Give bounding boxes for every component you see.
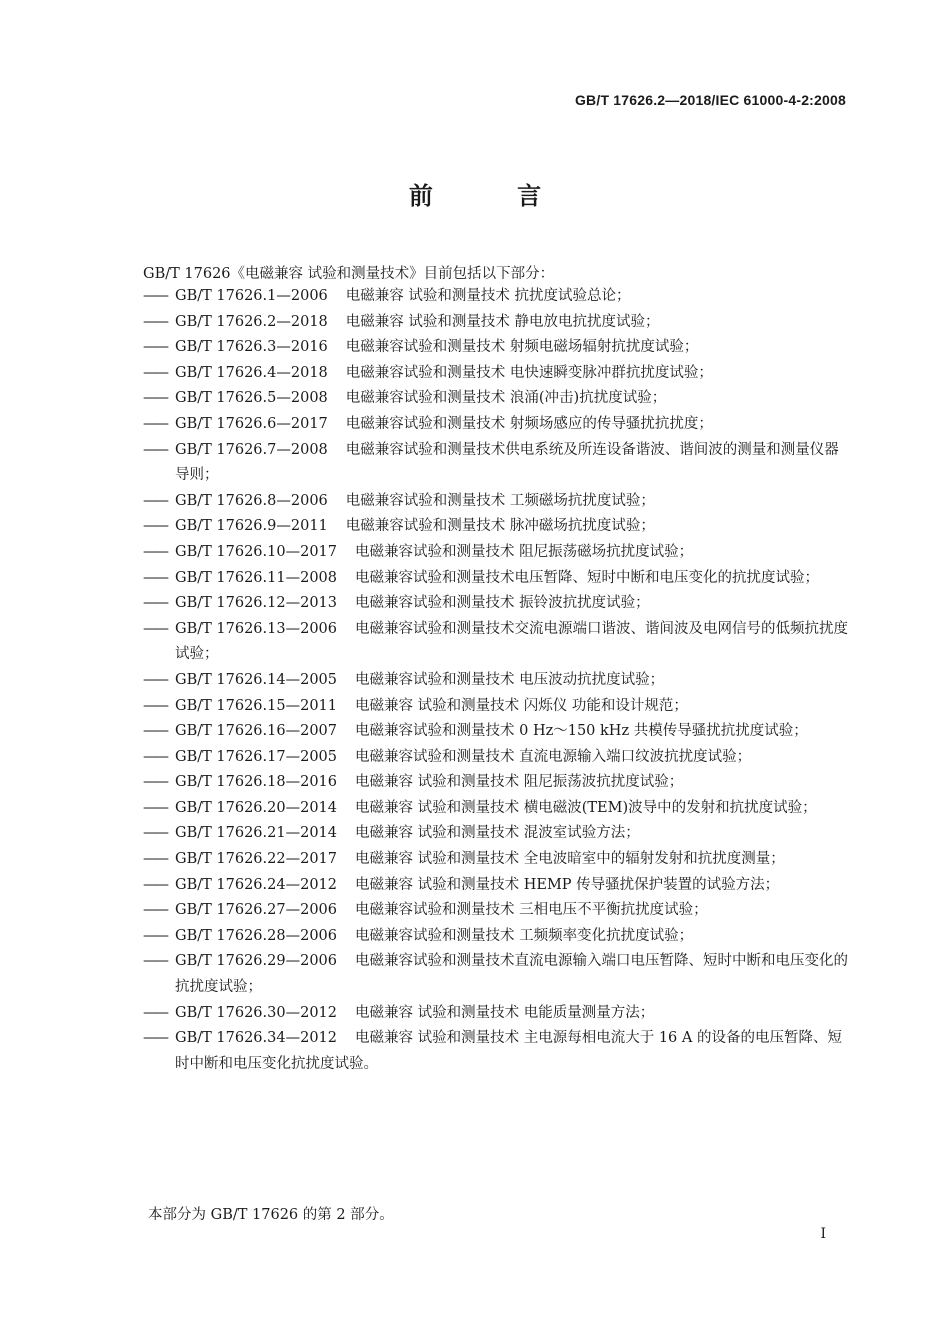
list-item: [143, 796, 853, 822]
standard-number: GB/T 17626.20—2014: [175, 799, 337, 816]
standard-description: 电磁兼容试验和测量技术 振铃波抗扰度试验；: [355, 595, 650, 612]
standard-number: GB/T 17626.13—2006: [175, 620, 337, 637]
standard-number: GB/T 17626.6—2017: [175, 415, 328, 432]
closing-paragraph: 本部分为 GB/T 17626 的第 2 部分。: [148, 1207, 394, 1223]
standard-number: GB/T 17626.2—2018: [175, 313, 328, 330]
list-dash: ——: [143, 415, 166, 432]
standard-description: 电磁兼容 试验和测量技术 阻尼振荡波抗扰度试验；: [355, 774, 684, 791]
standard-number: GB/T 17626.4—2018: [175, 364, 328, 381]
intro-paragraph: GB/T 17626《电磁兼容 试验和测量技术》目前包括以下部分：: [143, 266, 555, 282]
list-item: [143, 847, 853, 873]
standard-description: 电磁兼容试验和测量技术 阻尼振荡磁场抗扰度试验；: [355, 543, 694, 560]
list-item: [143, 873, 853, 899]
list-dash: ——: [143, 595, 166, 612]
standard-description: 电磁兼容试验和测量技术 脉冲磁场抗扰度试验；: [345, 518, 655, 535]
standard-description: 电磁兼容 试验和测量技术 HEMP 传导骚扰保护装置的试验方法；: [355, 876, 780, 893]
standard-number: GB/T 17626.34—2012: [175, 1030, 337, 1047]
list-dash: ——: [143, 313, 166, 330]
standard-number: GB/T 17626.14—2005: [175, 671, 337, 688]
list-item: [143, 617, 853, 668]
standard-number: GB/T 17626.10—2017: [175, 543, 337, 560]
standard-description: 电磁兼容 试验和测量技术 电能质量测量方法；: [355, 1004, 655, 1021]
list-dash: ——: [143, 543, 166, 560]
list-dash: ——: [143, 364, 166, 381]
list-item: [143, 335, 853, 361]
standard-description: 电磁兼容试验和测量技术 浪涌(冲击)抗扰度试验；: [345, 390, 667, 407]
list-item: [143, 284, 853, 310]
list-item: [143, 821, 853, 847]
standard-description: 电磁兼容 试验和测量技术 闪烁仪 功能和设计规范；: [355, 697, 688, 714]
list-item: [143, 361, 853, 387]
list-dash: ——: [143, 825, 166, 842]
list-item: [143, 412, 853, 438]
list-item: [143, 668, 853, 694]
list-item: [143, 386, 853, 412]
list-dash: ——: [143, 697, 166, 714]
list-item: [143, 310, 853, 336]
standard-number: GB/T 17626.17—2005: [175, 748, 337, 765]
list-dash: ——: [143, 902, 166, 919]
list-item: [143, 566, 853, 592]
standard-description: 电磁兼容试验和测量技术 射频场感应的传导骚扰抗扰度；: [345, 415, 713, 432]
standard-description: 电磁兼容 试验和测量技术 全电波暗室中的辐射发射和抗扰度测量；: [355, 851, 785, 868]
standard-description: 电磁兼容 试验和测量技术 静电放电抗扰度试验；: [345, 313, 660, 330]
standard-number: GB/T 17626.16—2007: [175, 723, 337, 740]
list-item: [143, 1026, 853, 1077]
list-item: [143, 1001, 853, 1027]
list-dash: ——: [143, 748, 166, 765]
page-title: 前 言: [408, 182, 580, 210]
list-dash: ——: [143, 390, 166, 407]
standard-number: GB/T 17626.5—2008: [175, 390, 328, 407]
standard-number: GB/T 17626.15—2011: [175, 697, 337, 714]
standard-description: 电磁兼容 试验和测量技术 横电磁波(TEM)波导中的发射和抗扰度试验；: [355, 799, 817, 816]
standard-description: 电磁兼容试验和测量技术直流电源输入端口电压暂降、短时中断和电压变化的抗扰度试验；: [175, 953, 848, 996]
standard-description: 电磁兼容试验和测量技术电压暂降、短时中断和电压变化的抗扰度试验；: [355, 569, 819, 586]
list-dash: ——: [143, 927, 166, 944]
list-item: [143, 591, 853, 617]
list-item: [143, 924, 853, 950]
list-dash: ——: [143, 569, 166, 586]
standard-description: 电磁兼容 试验和测量技术 抗扰度试验总论；: [345, 288, 631, 304]
list-item: [143, 898, 853, 924]
standard-description: 电磁兼容试验和测量技术 直流电源输入端口纹波抗扰度试验；: [355, 748, 752, 765]
standard-number: GB/T 17626.30—2012: [175, 1004, 337, 1021]
list-dash: ——: [143, 799, 166, 816]
standard-description: 电磁兼容 试验和测量技术 混波室试验方法；: [355, 825, 640, 842]
list-dash: ——: [143, 723, 166, 740]
list-dash: ——: [143, 671, 166, 688]
list-item: [143, 770, 853, 796]
standard-number: GB/T 17626.24—2012: [175, 876, 337, 893]
standard-description: 电磁兼容 试验和测量技术 主电源每相电流大于 16 A 的设备的电压暂降、短时中断和电压变化抗扰度试验。: [175, 1030, 842, 1072]
list-dash: ——: [143, 1004, 166, 1021]
standard-number: GB/T 17626.12—2013: [175, 595, 337, 612]
list-dash: ——: [143, 1030, 166, 1047]
standard-description: 电磁兼容试验和测量技术 电压波动抗扰度试验；: [355, 671, 665, 688]
list-item: [143, 514, 853, 540]
list-dash: ——: [143, 851, 166, 868]
standard-description: 电磁兼容试验和测量技术 工频频率变化抗扰度试验；: [355, 927, 694, 944]
list-dash: ——: [143, 441, 166, 458]
list-item: [143, 745, 853, 771]
standard-description: 电磁兼容试验和测量技术 0 Hz～150 kHz 共模传导骚扰抗扰度试验；: [355, 723, 808, 740]
standard-number: GB/T 17626.1—2006: [175, 288, 328, 304]
page-number: I: [820, 1226, 826, 1242]
list-dash: ——: [143, 339, 166, 356]
list-item: [143, 694, 853, 720]
standard-number: GB/T 17626.27—2006: [175, 902, 337, 919]
list-dash: ——: [143, 518, 166, 535]
standard-description: 电磁兼容试验和测量技术 射频电磁场辐射抗扰度试验；: [345, 339, 699, 356]
standard-code-header: GB/T 17626.2—2018/IEC 61000-4-2:2008: [574, 92, 846, 108]
list-item: [143, 489, 853, 515]
standard-number: GB/T 17626.29—2006: [175, 953, 337, 970]
list-dash: ——: [143, 288, 166, 304]
list-item: [143, 438, 853, 489]
standard-description: 电磁兼容试验和测量技术 电快速瞬变脉冲群抗扰度试验；: [345, 364, 713, 381]
standard-description: 电磁兼容试验和测量技术 工频磁场抗扰度试验；: [345, 492, 655, 509]
standard-number: GB/T 17626.18—2016: [175, 774, 337, 791]
standard-parts-list: [143, 284, 853, 1077]
list-item: [143, 949, 853, 1000]
standard-number: GB/T 17626.22—2017: [175, 851, 337, 868]
standard-number: GB/T 17626.21—2014: [175, 825, 337, 842]
standard-description: 电磁兼容试验和测量技术供电系统及所连设备谐波、谐间波的测量和测量仪器导则；: [175, 441, 839, 484]
list-dash: ——: [143, 774, 166, 791]
standard-description: 电磁兼容试验和测量技术交流电源端口谐波、谐间波及电网信号的低频抗扰度试验；: [175, 620, 848, 663]
standard-number: GB/T 17626.28—2006: [175, 927, 337, 944]
list-dash: ——: [143, 620, 166, 637]
list-item: [143, 719, 853, 745]
standard-number: GB/T 17626.8—2006: [175, 492, 328, 509]
list-item: [143, 540, 853, 566]
list-dash: ——: [143, 876, 166, 893]
standard-description: 电磁兼容试验和测量技术 三相电压不平衡抗扰度试验；: [355, 902, 708, 919]
standard-number: GB/T 17626.11—2008: [175, 569, 337, 586]
list-dash: ——: [143, 953, 166, 970]
standard-number: GB/T 17626.7—2008: [175, 441, 328, 458]
list-dash: ——: [143, 492, 166, 509]
standard-number: GB/T 17626.9—2011: [175, 518, 328, 535]
standard-number: GB/T 17626.3—2016: [175, 339, 328, 356]
